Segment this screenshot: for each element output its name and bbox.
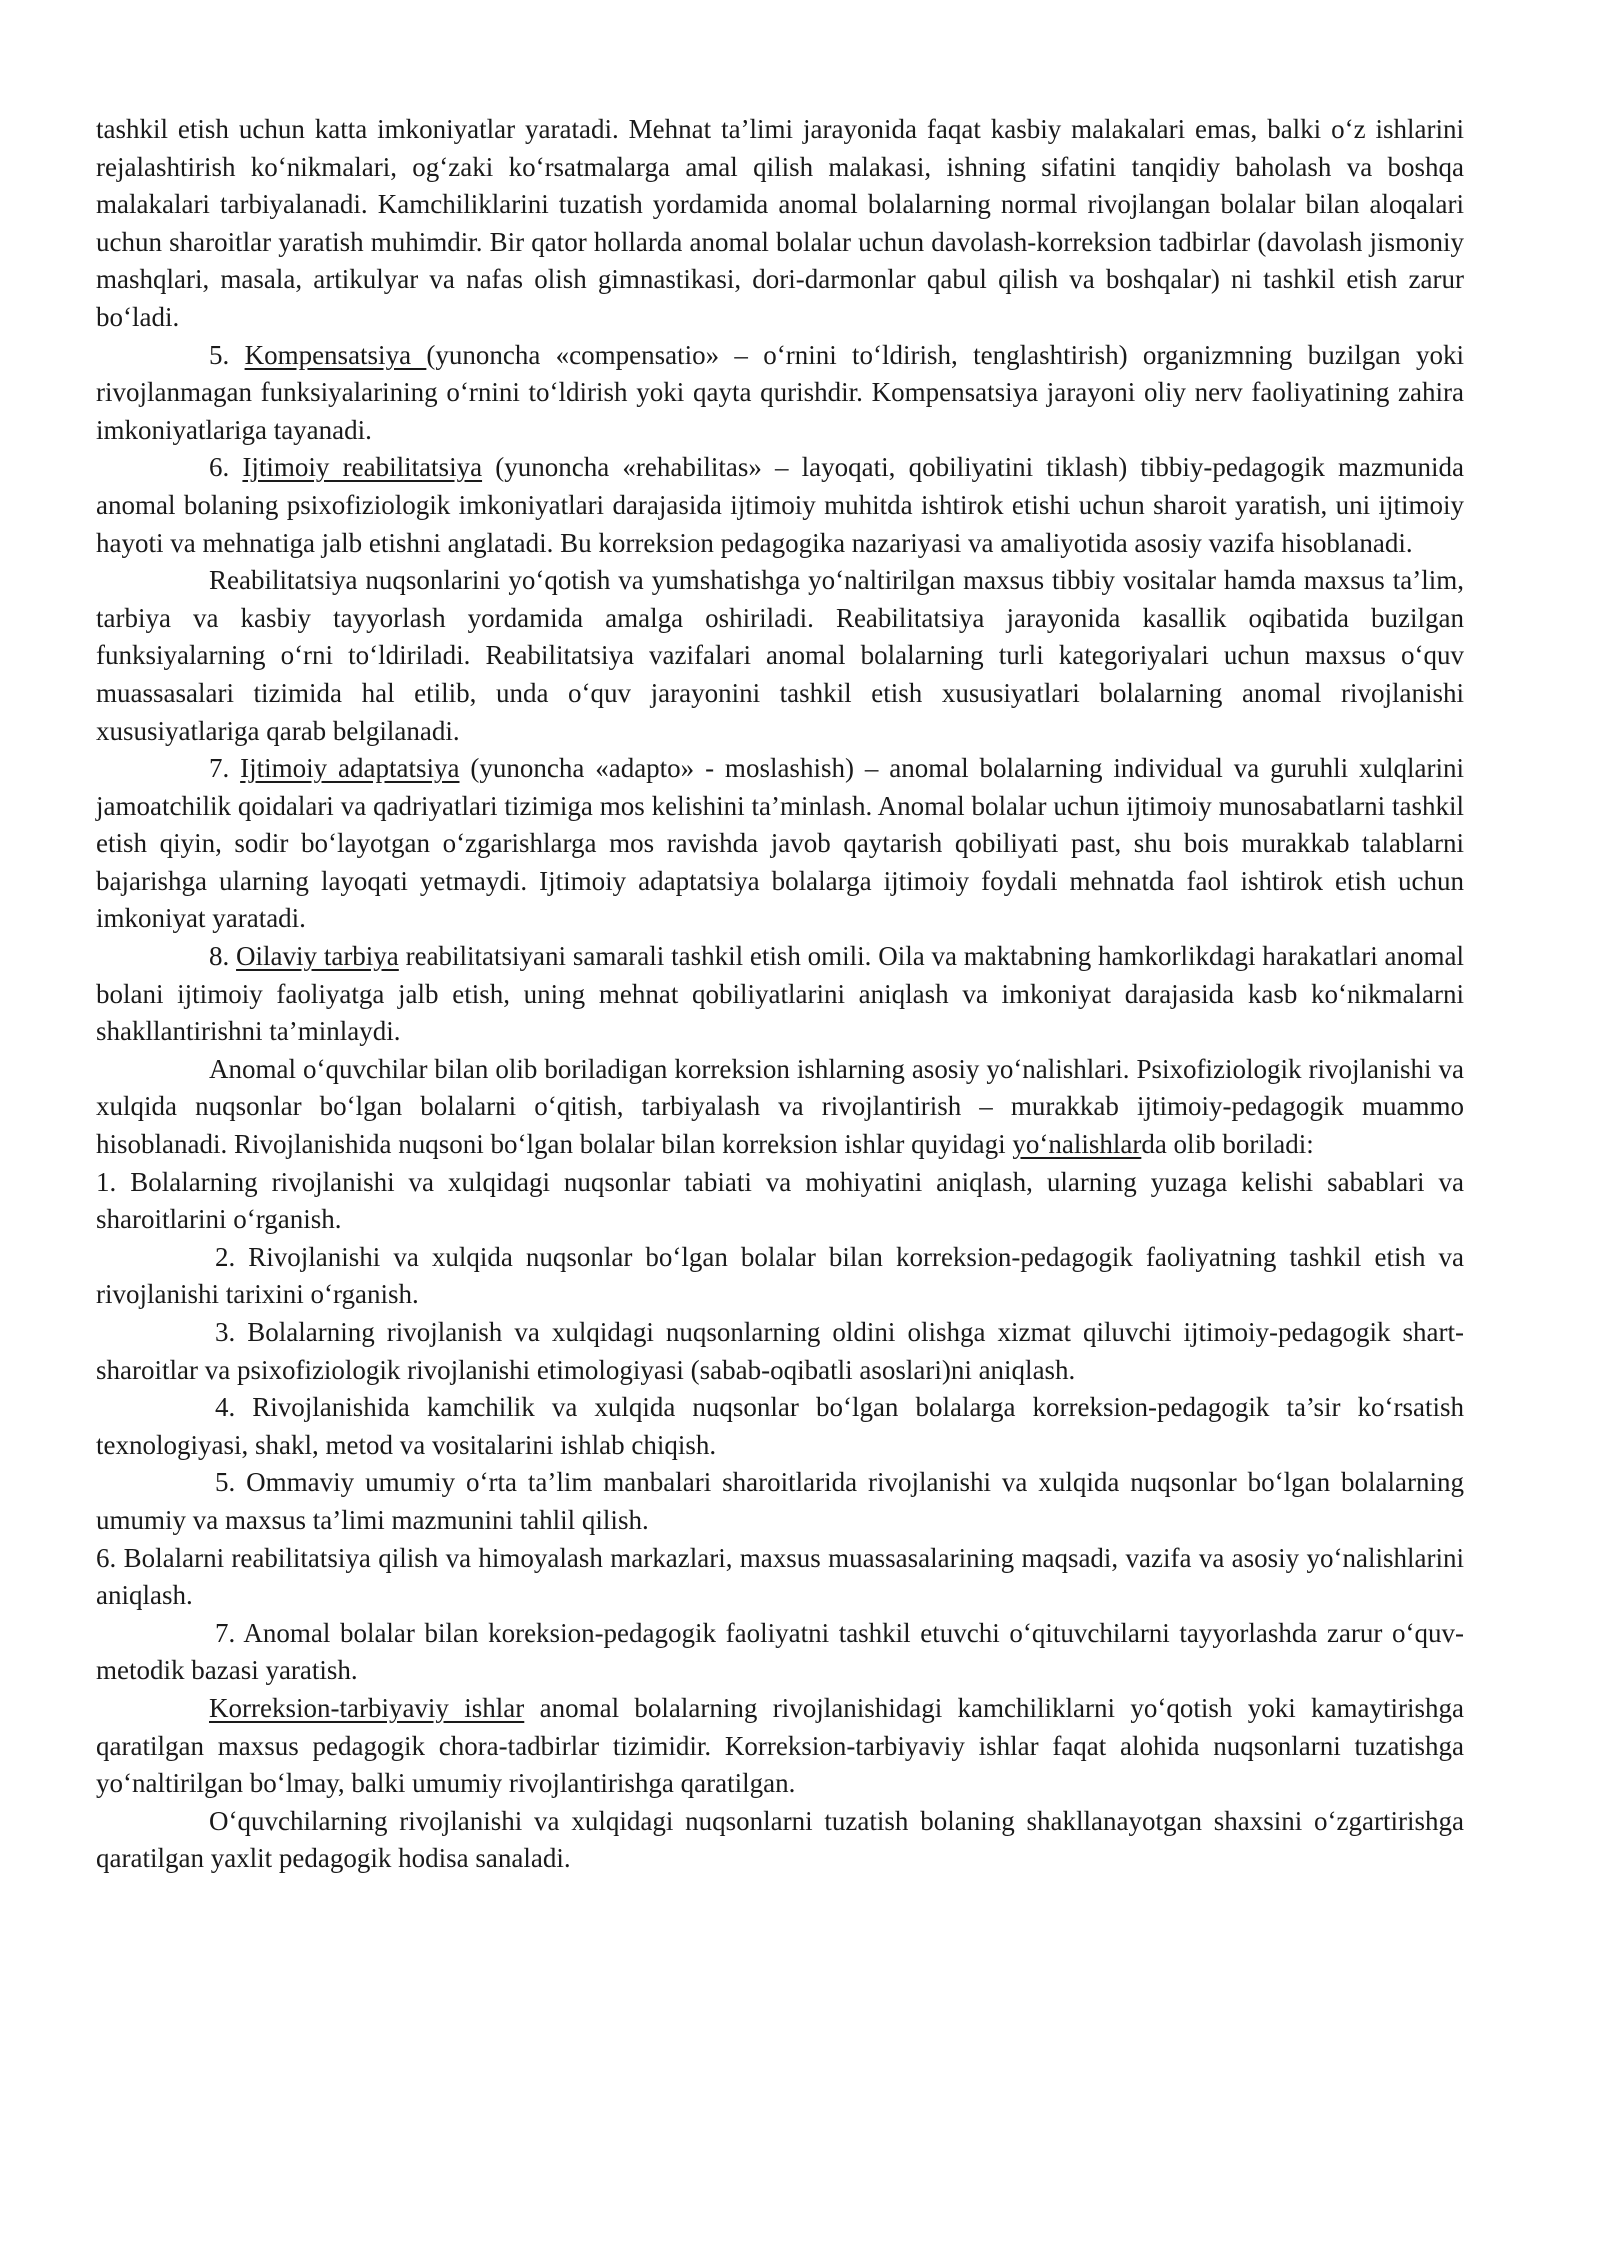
text-run: reabilitatsiyani samarali tashkil etish omili. Oila va maktabning hamkorlikdagi harakatlari anomal bolani ijtimoiy faoliyatga jalb etish, uning mehnat qobiliyatlarini aniqlash va imkoniyat darajasida kasb ko‘nikmalarni shakllantirishni ta’minlaydi. (96, 941, 1464, 1047)
paragraph (96, 1314, 1464, 1389)
paragraph (96, 111, 1464, 337)
paragraph (96, 750, 1464, 938)
underlined-term: Korreksion-tarbiyaviy ishlar (209, 1692, 525, 1723)
paragraph (96, 1540, 1464, 1615)
paragraph (96, 1615, 1464, 1690)
paragraph (96, 1464, 1464, 1539)
underlined-term: Ijtimoiy adaptatsiya (240, 753, 460, 784)
paragraph (96, 449, 1464, 562)
text-run: anomal bolalarning rivojlanishidagi kamchiliklarni yo‘qotish yoki kamaytirishga qaratilgan maxsus pedagogik chora-tadbirlar tizimidir. Korreksion-tarbiyaviy ishlar faqat alohida nuqsonlarni tuzatishga yo‘naltirilgan bo‘lmay, balki umumiy rivojlantirishga qaratilgan. (96, 1692, 1464, 1799)
paragraph (96, 337, 1464, 450)
paragraph (96, 1239, 1464, 1314)
text-run: tashkil etish uchun katta imkoniyatlar yaratadi. Mehnat ta’limi jarayonida faqat kasbiy malakalari emas, balki o‘z ishlarini rejalashtirish ko‘nikmalari, og‘zaki ko‘rsatmalarga amal qilish malakasi, ishning sifatini tanqidiy baholash va boshqa malakalari tarbiyalanadi. Kamchiliklarini tuzatish yordamida anomal bolalarning normal rivojlangan bolalar bilan aloqalari uchun sharoitlar yaratish muhimdir. Bir qator hollarda anomal bolalar uchun davolash-korreksion tadbirlar (davolash jismoniy mashqlari, masala, artikulyar va nafas olish gimnastikasi, dori-darmonlar qabul qilish va boshqalar) ni tashkil etish zarur bo‘ladi. (96, 114, 1464, 332)
text-run: (yunoncha «compensatio» – o‘rnini to‘ldirish, tenglashtirish) organizmning buzilgan yoki rivojlanmagan funksiyalarining o‘rnini to‘ldirish yoki qayta qurishdir. Kompensatsiya jarayoni oliy nerv faoliyatining zahira imkoniyatlariga tayanadi. (96, 339, 1464, 445)
paragraph (96, 1389, 1464, 1464)
text-run: O‘quvchilarning rivojlanishi va xulqidagi nuqsonlarni tuzatish bolaning shakllanayotgan shaxsini o‘zgartirishga qaratilgan yaxlit pedagogik hodisa sanaladi. (96, 1805, 1464, 1874)
text-run: 8. (209, 941, 237, 972)
text-run: 4. Rivojlanishida kamchilik va xulqida nuqsonlar bo‘lgan bolalarga korreksion-pedagogik ta’sir ko‘rsatish texnologiyasi, shakl, metod va vositalarini ishlab chiqish. (96, 1392, 1464, 1460)
text-run: 2. Rivojlanishi va xulqida nuqsonlar bo‘lgan bolalar bilan korreksion-pedagogik faoliyatning tashkil etish va rivojlanishi tarixini o‘rganish. (96, 1241, 1464, 1310)
text-run: (yunoncha «rehabilitas» – layoqati, qobiliyatini tiklash) tibbiy-pedagogik mazmunida anomal bolaning psixofiziologik imkoniyatlari darajasida ijtimoiy muhitda ishtirok etishi uchun sharoit yaratish, uni ijtimoiy hayoti va mehnatiga jalb etishni anglatadi. Bu korreksion pedagogika nazariyasi va amaliyotida asosiy vazifa hisoblanadi. (96, 452, 1465, 558)
paragraph (96, 1051, 1464, 1164)
paragraph (96, 1164, 1464, 1239)
text-run: Anomal o‘quvchilar bilan olib boriladigan korreksion ishlarning asosiy yo‘nalishlari. Psixofiziologik rivojlanishi va xulqida nuqsonlar bo‘lgan bolalarni o‘qitish, tarbiyalash va rivojlantirish – murakkab ijtimoiy-pedagogik muammo hisoblanadi. Rivojlanishida nuqsoni bo‘lgan bolalar bilan korreksion ishlar quyidagi (96, 1053, 1464, 1160)
text-run: 5. Ommaviy umumiy o‘rta ta’lim manbalari sharoitlarida rivojlanishi va xulqida nuqsonlar bo‘lgan bolalarning umumiy va maxsus ta’limi mazmunini tahlil qilish. (96, 1467, 1464, 1535)
text-run: da olib boriladi: (1141, 1129, 1314, 1160)
text-run: 5. (209, 339, 245, 370)
text-run: 3. Bolalarning rivojlanish va xulqidagi nuqsonlarning oldini olishga xizmat qiluvchi ijtimoiy-pedagogik shart-sharoitlar va psixofiziologik rivojlanishi etimologiyasi (sabab-oqibatli asoslari)ni aniqlash. (96, 1317, 1464, 1385)
text-run: 6. (209, 452, 243, 483)
text-run: 6. Bolalarni reabilitatsiya qilish va himoyalash markazlari, maxsus muassasalarining maqsadi, vazifa va asosiy yo‘nalishlarini aniqlash. (96, 1542, 1464, 1611)
paragraph (96, 1690, 1464, 1803)
text-run: 7. Anomal bolalar bilan koreksion-pedagogik faoliyatni tashkil etuvchi o‘qituvchilarni tayyorlashda zarur o‘quv-metodik bazasi yaratish. (96, 1617, 1464, 1686)
underlined-term: Ijtimoiy reabilitatsiya (242, 452, 483, 483)
paragraph (96, 1803, 1464, 1878)
text-run: 1. Bolalarning rivojlanishi va xulqidagi nuqsonlar tabiati va mohiyatini aniqlash, ularning yuzaga kelishi sabablari va sharoitlarini o‘rganish. (96, 1166, 1464, 1235)
underlined-term: yo‘nalishlar (1012, 1129, 1142, 1160)
underlined-term: Kompensatsiya (244, 339, 427, 370)
paragraph (96, 562, 1464, 750)
text-run: Reabilitatsiya nuqsonlarini yo‘qotish va yumshatishga yo‘naltirilgan maxsus tibbiy vositalar hamda maxsus ta’lim, tarbiya va kasbiy tayyorlash yordamida amalga oshiriladi. Reabilitatsiya jarayonida kasallik oqibatida buzilgan funksiyalarning o‘rni to‘ldiriladi. Reabilitatsiya vazifalari anomal bolalarning turli kategoriyalari uchun maxsus o‘quv muassasalari tizimida hal etilib, unda o‘quv jarayonini tashkil etish xususiyatlari bolalarning anomal rivojlanishi xususiyatlariga qarab belgilanadi. (96, 565, 1464, 746)
text-run: (yunoncha «adapto» - moslashish) – anomal bolalarning individual va guruhli xulqlarini jamoatchilik qoidalari va qadriyatlari tizimiga mos kelishini ta’minlash. Anomal bolalar uchun ijtimoiy munosabatlarni tashkil etish qiyin, sodir bo‘layotgan o‘zgarishlarga mos ravishda javob qaytarish qobiliyati past, shu bois murakkab talablarni bajarishga ularning layoqati yetmaydi. Ijtimoiy adaptatsiya bolalarga ijtimoiy foydali mehnatda faol ishtirok etish uchun imkoniyat yaratadi. (96, 753, 1465, 934)
text-run: 7. (209, 753, 241, 784)
underlined-term: Oilaviy tarbiya (236, 941, 399, 972)
paragraph (96, 938, 1464, 1051)
